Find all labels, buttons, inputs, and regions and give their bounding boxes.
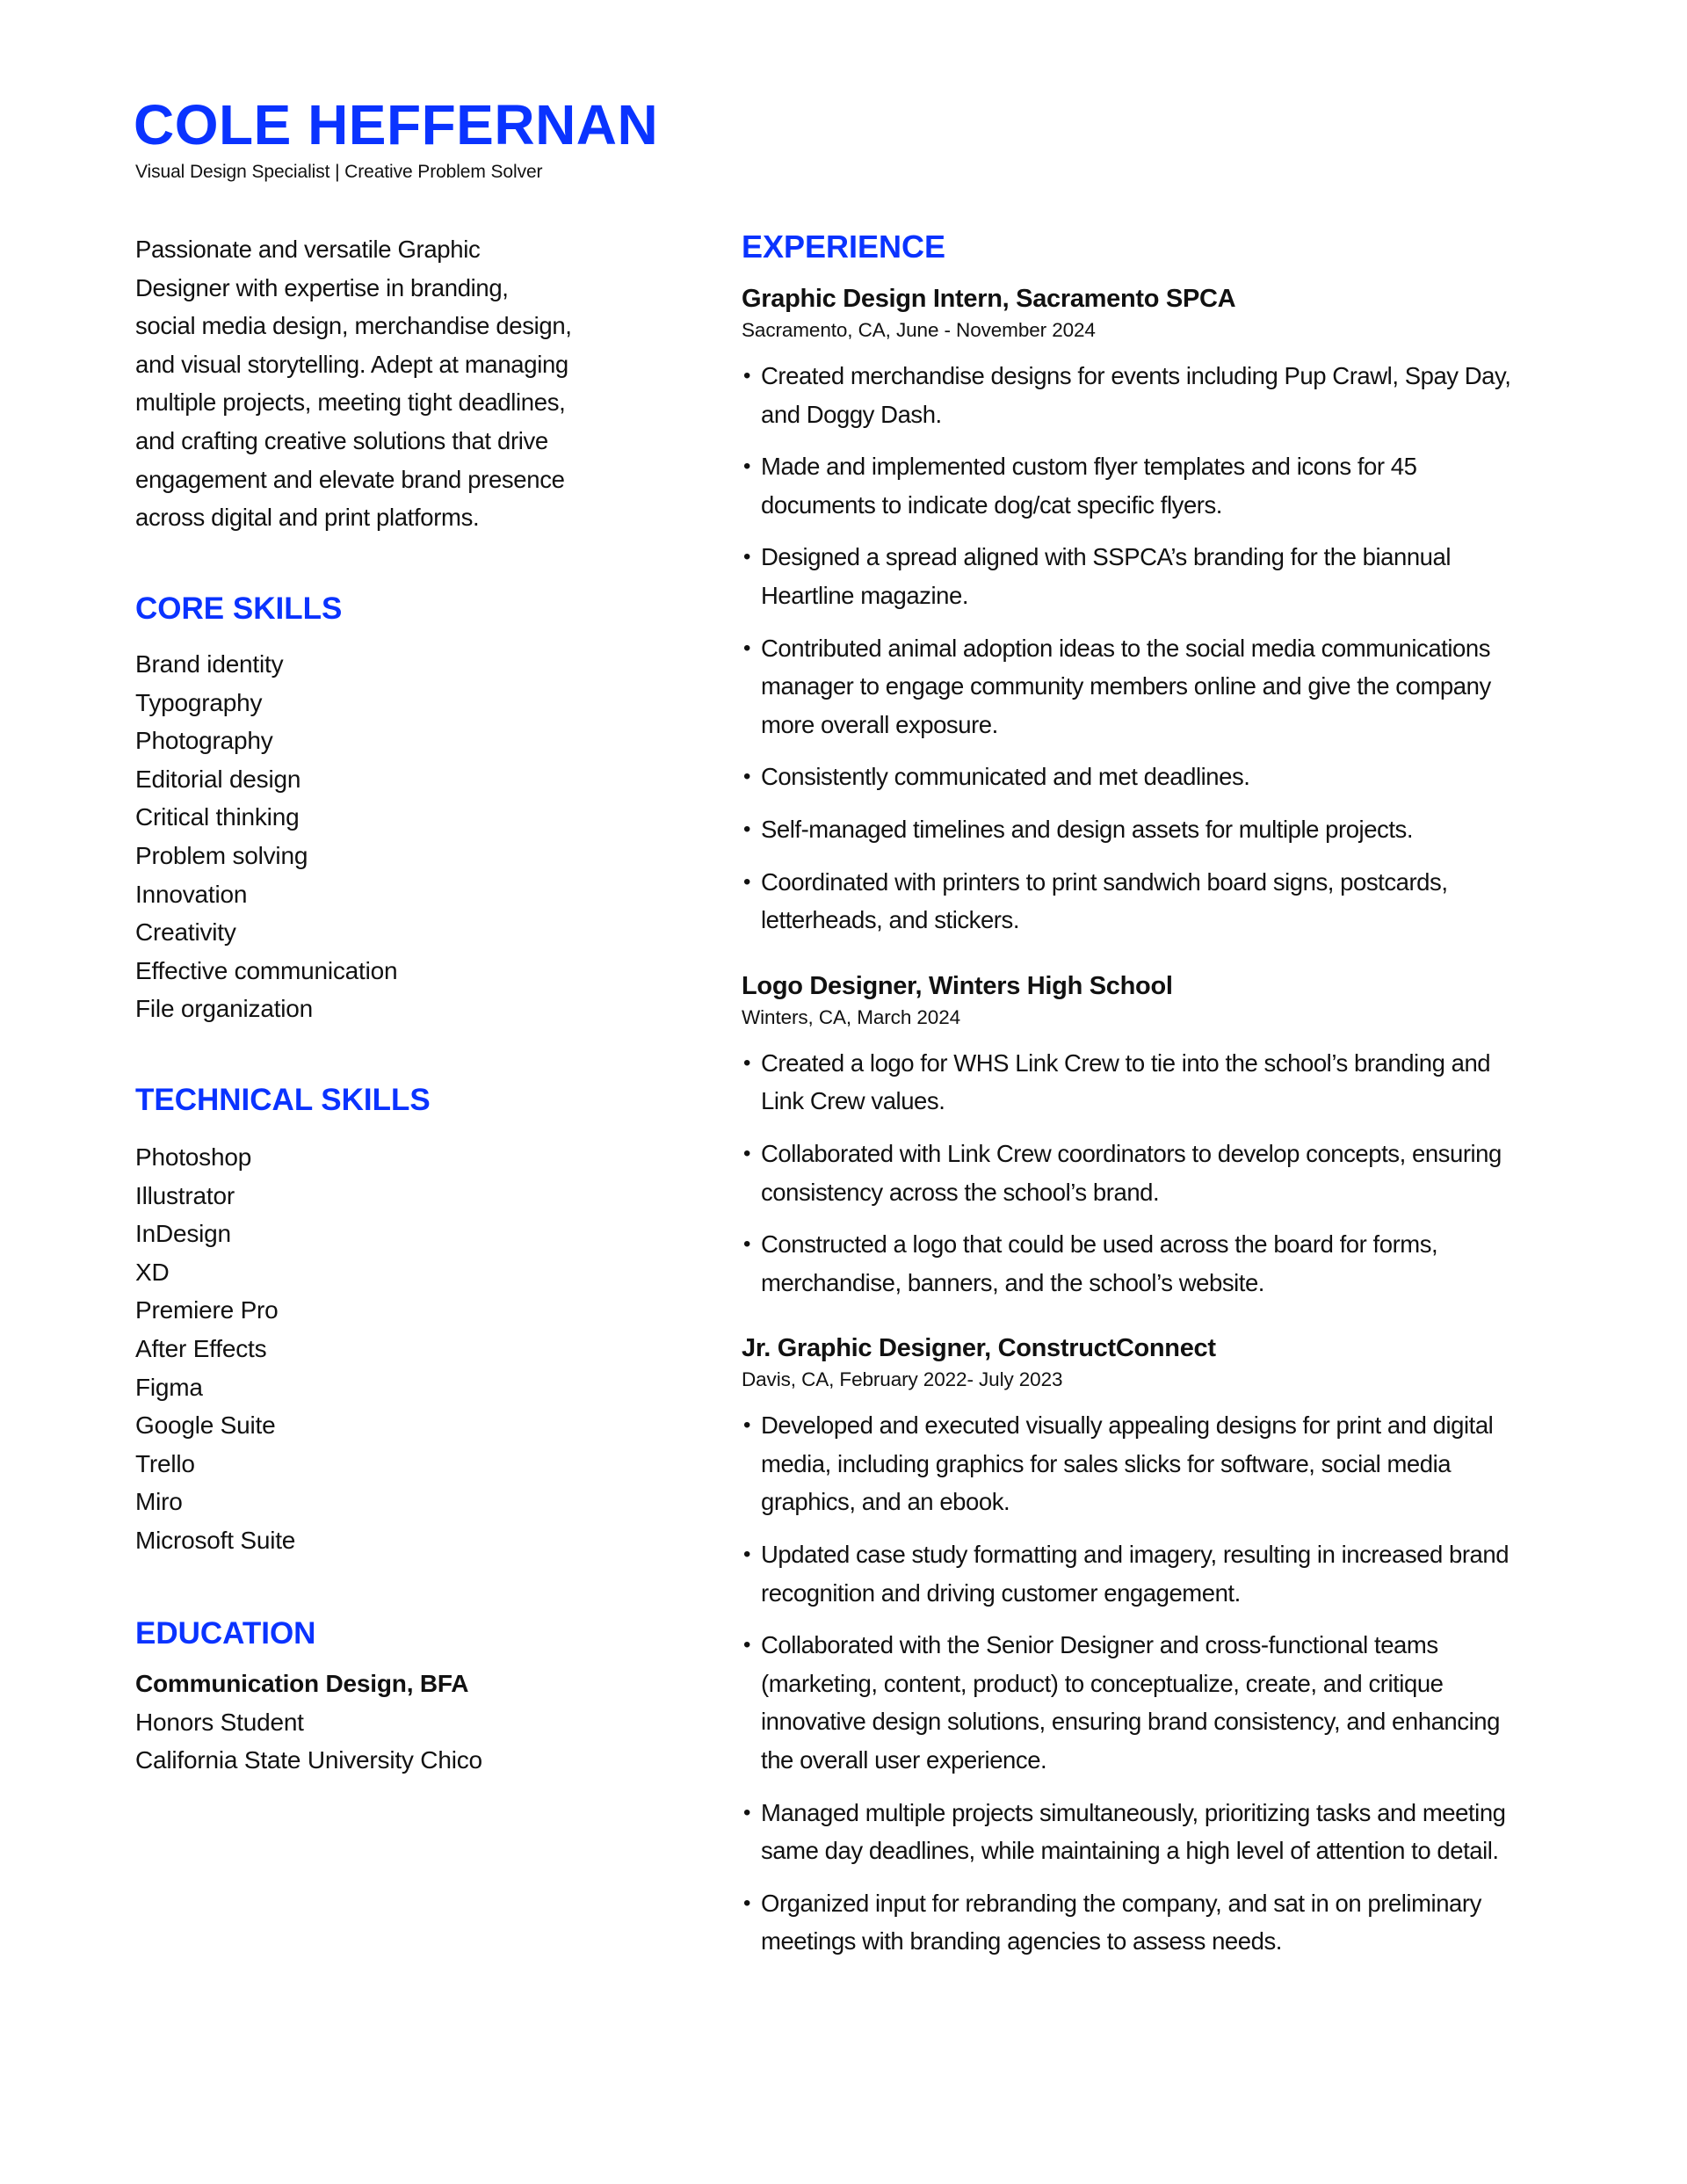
job-title: Jr. Graphic Designer, ConstructConnect <box>742 1334 1216 1363</box>
job-bullets <box>742 1044 1550 1302</box>
bullet-icon: • <box>743 364 750 388</box>
job-bullet: • Made and implemented custom flyer templates and icons for 45 documents to indicate dog/cat specific flyers. <box>742 447 1515 524</box>
job-bullet: • Collaborated with Link Crew coordinators to develop concepts, ensuring consistency across the school’s brand. <box>742 1135 1515 1211</box>
bullet-icon: • <box>743 1413 750 1438</box>
experience-heading: EXPERIENCE <box>742 229 946 265</box>
job-bullet: • Consistently communicated and met deadlines. <box>742 758 1515 796</box>
job-bullet: • Developed and executed visually appealing designs for print and digital media, including graphics for sales slicks for software, social media graphics, and an ebook. <box>742 1406 1515 1521</box>
technical-skills-section <box>135 1083 592 1560</box>
job-bullet: • Self-managed timelines and design assets for multiple projects. <box>742 810 1515 849</box>
bullet-icon: • <box>743 1890 750 1915</box>
core-skill-item: Photography <box>135 727 273 755</box>
job-bullet: • Contributed animal adoption ideas to the social media communications manager to engage community members online and give the company more overall exposure. <box>742 629 1515 744</box>
job-entry-sacramento-spca <box>742 282 1550 940</box>
job-bullets <box>742 1406 1550 1961</box>
job-bullet: • Coordinated with printers to print sandwich board signs, postcards, letterheads, and stickers. <box>742 863 1515 940</box>
job-entry-winters-high-school <box>742 969 1550 1302</box>
technical-skill-item: Premiere Pro <box>135 1296 279 1324</box>
technical-skill-item: Trello <box>135 1449 195 1477</box>
core-skills-list <box>135 645 592 1028</box>
job-bullet: • Managed multiple projects simultaneously, prioritizing tasks and meeting same day deadlines, while maintaining a high level of attention to detail. <box>742 1794 1515 1870</box>
job-title: Logo Designer, Winters High School <box>742 971 1173 1000</box>
bullet-icon: • <box>743 545 750 570</box>
job-bullet: • Collaborated with the Senior Designer and cross-functional teams (marketing, content, product) to conceptualize, create, and critique innovative design solutions, ensuring brand consistency, and enhancing the overall user experience. <box>742 1626 1515 1779</box>
bullet-icon: • <box>743 765 750 789</box>
job-title: Graphic Design Intern, Sacramento SPCA <box>742 285 1236 313</box>
job-bullet: • Created merchandise designs for events including Pup Crawl, Spay Day, and Doggy Dash. <box>742 357 1515 433</box>
technical-skill-item: Photoshop <box>135 1143 252 1171</box>
core-skill-item: Creativity <box>135 918 236 947</box>
technical-skill-item: Figma <box>135 1373 203 1401</box>
core-skill-item: File organization <box>135 995 314 1023</box>
job-bullet: • Updated case study formatting and imagery, resulting in increased brand recognition and driving customer engagement. <box>742 1535 1515 1612</box>
education-details <box>135 1665 592 1780</box>
technical-skills-list <box>135 1138 592 1560</box>
technical-skills-heading: TECHNICAL SKILLS <box>135 1083 431 1117</box>
education-school: California State University Chico <box>135 1746 482 1774</box>
core-skill-item: Problem solving <box>135 841 308 869</box>
bullet-icon: • <box>743 1050 750 1075</box>
core-skill-item: Effective communication <box>135 956 398 984</box>
technical-skill-item: InDesign <box>135 1220 231 1248</box>
job-bullet: • Designed a spread aligned with SSPCA’s branding for the biannual Heartline magazine. <box>742 538 1515 614</box>
job-bullet: • Created a logo for WHS Link Crew to tie into the school’s branding and Link Crew values. <box>742 1044 1515 1121</box>
job-entry-constructconnect <box>742 1331 1550 1961</box>
candidate-tagline: Visual Design Specialist | Creative Problem Solver <box>135 162 543 182</box>
core-skill-item: Editorial design <box>135 765 301 793</box>
bullet-icon: • <box>743 1232 750 1257</box>
technical-skill-item: Miro <box>135 1488 183 1516</box>
job-location-dates: Davis, CA, February 2022- July 2023 <box>742 1368 1063 1391</box>
professional-summary: Passionate and versatile Graphic Designer with expertise in branding, social media design, merchandise design, and visual storytelling. Adept at managing multiple projects, meeting tight deadlines, and crafting creative solutions that drive engagement and elevate brand presence across digital and print platforms. <box>135 236 572 532</box>
education-heading: EDUCATION <box>135 1616 316 1651</box>
job-bullet: • Organized input for rebranding the company, and sat in on preliminary meetings with branding agencies to assess needs. <box>742 1884 1515 1961</box>
job-location-dates: Sacramento, CA, June - November 2024 <box>742 319 1096 341</box>
technical-skill-item: Google Suite <box>135 1411 276 1440</box>
technical-skill-item: XD <box>135 1258 170 1286</box>
core-skill-item: Innovation <box>135 880 248 908</box>
education-degree: Communication Design, BFA <box>135 1670 469 1697</box>
core-skills-section <box>135 591 592 1028</box>
bullet-icon: • <box>743 1141 750 1165</box>
technical-skill-item: Illustrator <box>135 1181 235 1209</box>
bullet-icon: • <box>743 816 750 841</box>
job-bullet: • Constructed a logo that could be used across the board for forms, merchandise, banners, and the school’s website. <box>742 1225 1515 1302</box>
job-bullets <box>742 357 1550 940</box>
education-section <box>135 1616 592 1780</box>
technical-skill-item: Microsoft Suite <box>135 1526 296 1554</box>
education-honors: Honors Student <box>135 1708 304 1736</box>
experience-section <box>742 229 1550 1961</box>
bullet-icon: • <box>743 869 750 894</box>
bullet-icon: • <box>743 454 750 479</box>
core-skill-item: Typography <box>135 688 263 716</box>
core-skill-item: Brand identity <box>135 650 284 678</box>
bullet-icon: • <box>743 1633 750 1658</box>
bullet-icon: • <box>743 1542 750 1567</box>
bullet-icon: • <box>743 1800 750 1825</box>
bullet-icon: • <box>743 635 750 660</box>
candidate-name: COLE HEFFERNAN <box>134 93 659 156</box>
core-skills-heading: CORE SKILLS <box>135 591 343 626</box>
core-skill-item: Critical thinking <box>135 803 300 831</box>
job-location-dates: Winters, CA, March 2024 <box>742 1005 961 1028</box>
technical-skill-item: After Effects <box>135 1334 267 1362</box>
